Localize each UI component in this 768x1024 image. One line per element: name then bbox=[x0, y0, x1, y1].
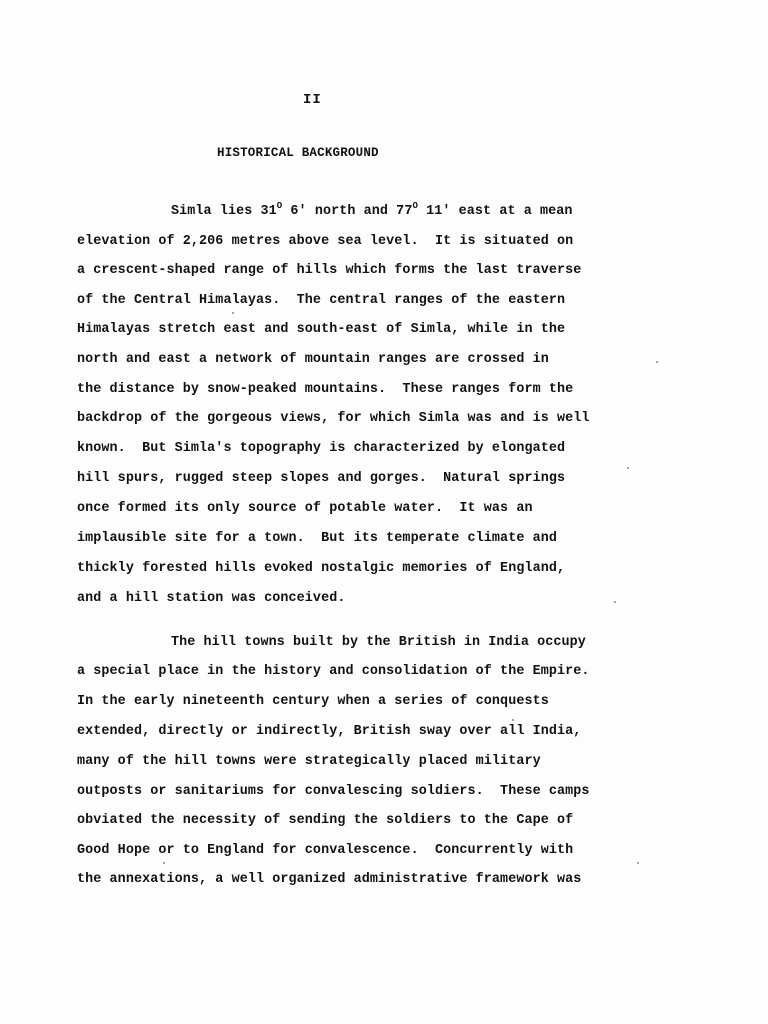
paragraph1-line: once formed its only source of potable water. It was an bbox=[77, 501, 533, 516]
coord-text-3: 11' east at a mean bbox=[417, 204, 573, 219]
scan-speck bbox=[656, 361, 658, 363]
paragraph1-line: backdrop of the gorgeous views, for which Simla was and is well bbox=[77, 411, 590, 426]
paragraph2-line: Good Hope or to England for convalescence. Concurrently with bbox=[77, 843, 574, 858]
scan-speck bbox=[512, 719, 514, 721]
scan-speck bbox=[232, 312, 234, 314]
paragraph1-line: thickly forested hills evoked nostalgic memories of England, bbox=[77, 561, 566, 576]
paragraph1-line: Himalayas stretch east and south-east of Simla, while in the bbox=[77, 322, 566, 337]
degree-mark-2: O bbox=[412, 201, 418, 211]
paragraph1-line: north and east a network of mountain ranges are crossed in bbox=[77, 352, 549, 367]
paragraph1-line: a crescent-shaped range of hills which forms the last traverse bbox=[77, 263, 582, 278]
paragraph2-first-line: The hill towns built by the British in India occupy bbox=[171, 635, 586, 650]
paragraph2-line: the annexations, a well organized administrative framework was bbox=[77, 872, 582, 887]
paragraph1-first-line bbox=[171, 201, 573, 219]
coord-text-1: Simla lies 31 bbox=[171, 204, 277, 219]
paragraph1-line: implausible site for a town. But its temperate climate and bbox=[77, 531, 558, 546]
chapter-number: II bbox=[303, 92, 322, 108]
degree-mark-1: O bbox=[276, 201, 283, 211]
paragraph2-line: In the early nineteenth century when a series of conquests bbox=[77, 694, 549, 709]
paragraph1-line: of the Central Himalayas. The central ranges of the eastern bbox=[77, 293, 566, 308]
paragraph1-line: hill spurs, rugged steep slopes and gorges. Natural springs bbox=[77, 471, 566, 486]
scan-speck bbox=[627, 467, 629, 469]
paragraph1-line: elevation of 2,206 metres above sea level. It is situated on bbox=[77, 234, 574, 249]
section-title: HISTORICAL BACKGROUND bbox=[217, 146, 379, 160]
scan-speck bbox=[637, 862, 639, 864]
paragraph2-line: many of the hill towns were strategically placed military bbox=[77, 754, 541, 769]
paragraph1-line: known. But Simla's topography is characterized by elongated bbox=[77, 441, 566, 456]
paragraph1-line: and a hill station was conceived. bbox=[77, 591, 346, 606]
coord-text-2: 6' north and 77 bbox=[282, 204, 413, 219]
scan-speck bbox=[614, 601, 616, 603]
paragraph2-line: outposts or sanitariums for convalescing soldiers. These camps bbox=[77, 784, 590, 799]
scan-speck bbox=[163, 862, 165, 864]
paragraph1-line: the distance by snow-peaked mountains. These ranges form the bbox=[77, 382, 574, 397]
paragraph2-line: extended, directly or indirectly, British sway over all India, bbox=[77, 724, 582, 739]
paragraph2-line: obviated the necessity of sending the soldiers to the Cape of bbox=[77, 813, 574, 828]
paragraph2-line: a special place in the history and consolidation of the Empire. bbox=[77, 664, 590, 679]
